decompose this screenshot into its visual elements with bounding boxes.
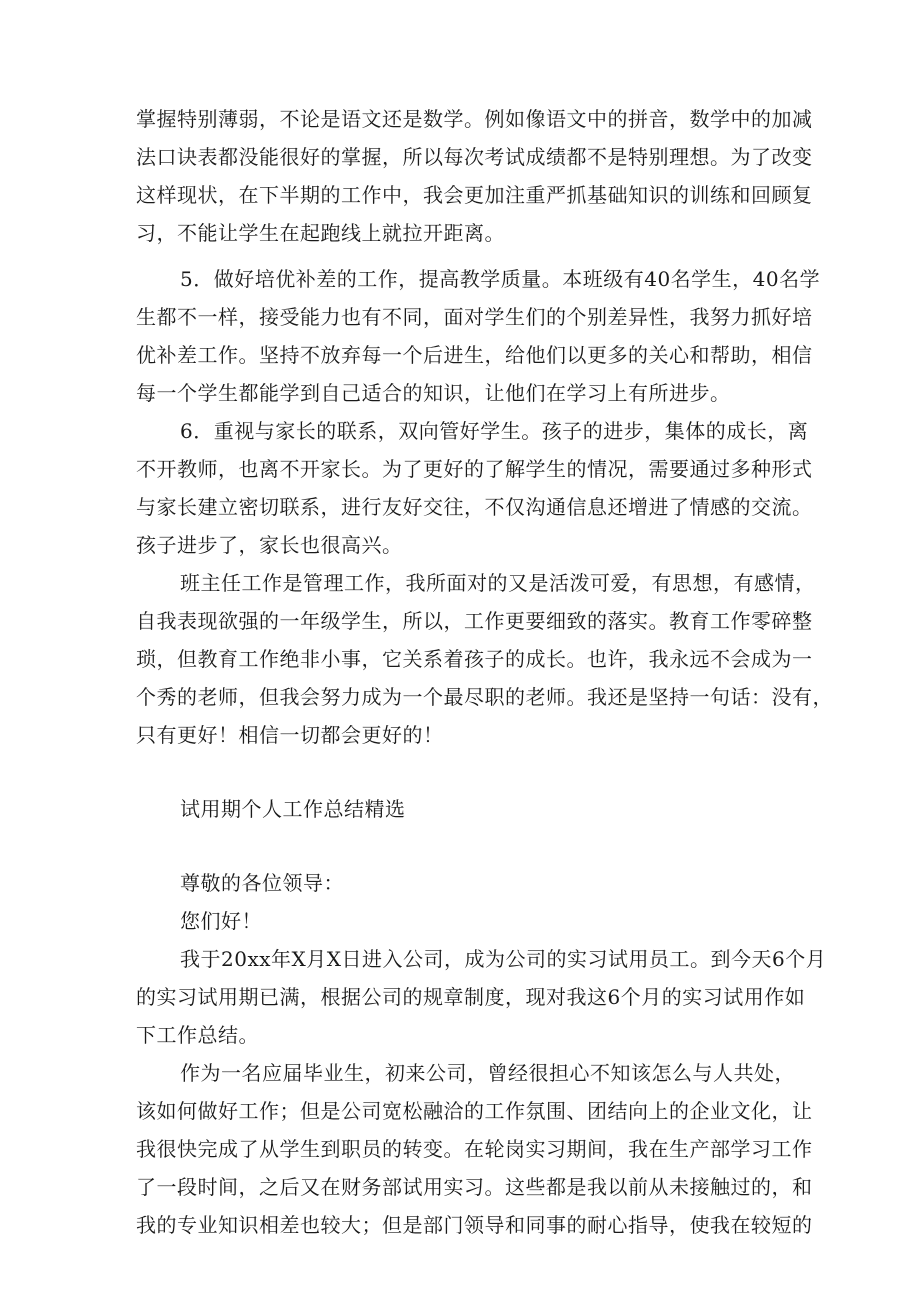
text-line: 的实习试用期已满，根据公司的规章制度，现对我这6个月的实习试用作如: [136, 985, 806, 1009]
text-line: 优补差工作。坚持不放弃每一个后进生，给他们以更多的关心和帮助，相信: [136, 343, 813, 367]
paragraph-2: [136, 260, 821, 412]
text-line: 下工作总结。: [136, 1023, 259, 1047]
paragraph-4: [136, 564, 833, 754]
text-line: 了一段时间，之后又在财务部试用实习。这些都是我以前从未接触过的，和: [136, 1175, 813, 1199]
text-line: 掌握特别薄弱，不论是语文还是数学。例如像语文中的拼音，数学中的加减: [136, 107, 813, 131]
text-line: 班主任工作是管理工作，我所面对的又是活泼可爱，有思想，有感情，: [180, 571, 816, 595]
text-line: 孩子进步了，家长也很高兴。: [136, 533, 403, 557]
text-line: 与家长建立密切联系，进行友好交往，不仅沟通信息还增进了情感的交流。: [136, 495, 813, 519]
paragraph-1: [136, 100, 813, 252]
text-line: 法口诀表都没能很好的掌握，所以每次考试成绩都不是特别理想。为了改变: [136, 145, 813, 169]
salutation: 尊敬的各位领导：: [180, 871, 344, 895]
text-line: 我很快完成了从学生到职员的转变。在轮岗实习期间，我在生产部学习工作: [136, 1137, 813, 1161]
text-line: 我于20xx年X月X日进入公司，成为公司的实习试用员工。到今天6个月: [180, 947, 827, 971]
paragraph-spacer: [136, 252, 788, 260]
greeting: 您们好！: [180, 909, 262, 933]
text-line: 只有更好！相信一切都会更好的！: [136, 723, 444, 747]
text-line: 自我表现欲强的一年级学生，所以，工作更要细致的落实。教育工作零碎整: [136, 609, 813, 633]
text-line: 生都不一样，接受能力也有不同，面对学生们的个别差异性，我努力抓好培: [136, 305, 813, 329]
text-line: 琐，但教育工作绝非小事，它关系着孩子的成长。也许，我永远不会成为一: [136, 647, 813, 671]
section-spacer: [136, 828, 788, 864]
section-spacer: [136, 754, 788, 790]
text-line: 不开教师，也离不开家长。为了更好的了解学生的情况，需要通过多种形式: [136, 457, 813, 481]
text-line: 6．重视与家长的联系，双向管好学生。孩子的进步，集体的成长，离: [180, 419, 809, 443]
section-title: 试用期个人工作总结精选: [180, 797, 406, 821]
text-line: 个秀的老师，但我会努力成为一个最尽职的老师。我还是坚持一句话：没有，: [136, 685, 833, 709]
body-paragraph-1: [136, 940, 827, 1054]
text-line: 作为一名应届毕业生，初来公司，曾经很担心不知该怎么与人共处，: [180, 1061, 795, 1085]
text-line: 每一个学生都能学到自己适合的知识，让他们在学习上有所进步。: [136, 381, 731, 405]
text-line: 习，不能让学生在起跑线上就拉开距离。: [136, 221, 505, 245]
text-line: 5．做好培优补差的工作，提高教学质量。本班级有40名学生，40名学: [180, 267, 821, 291]
text-line: 该如何做好工作；但是公司宽松融洽的工作氛围、团结向上的企业文化，让: [136, 1099, 813, 1123]
text-line: 这样现状，在下半期的工作中，我会更加注重严抓基础知识的训练和回顾复: [136, 183, 813, 207]
paragraph-3: [136, 412, 813, 564]
text-line: 我的专业知识相差也较大；但是部门领导和同事的耐心指导，使我在较短的: [136, 1213, 813, 1237]
document-page: [136, 100, 833, 1244]
body-paragraph-2: [136, 1054, 813, 1244]
